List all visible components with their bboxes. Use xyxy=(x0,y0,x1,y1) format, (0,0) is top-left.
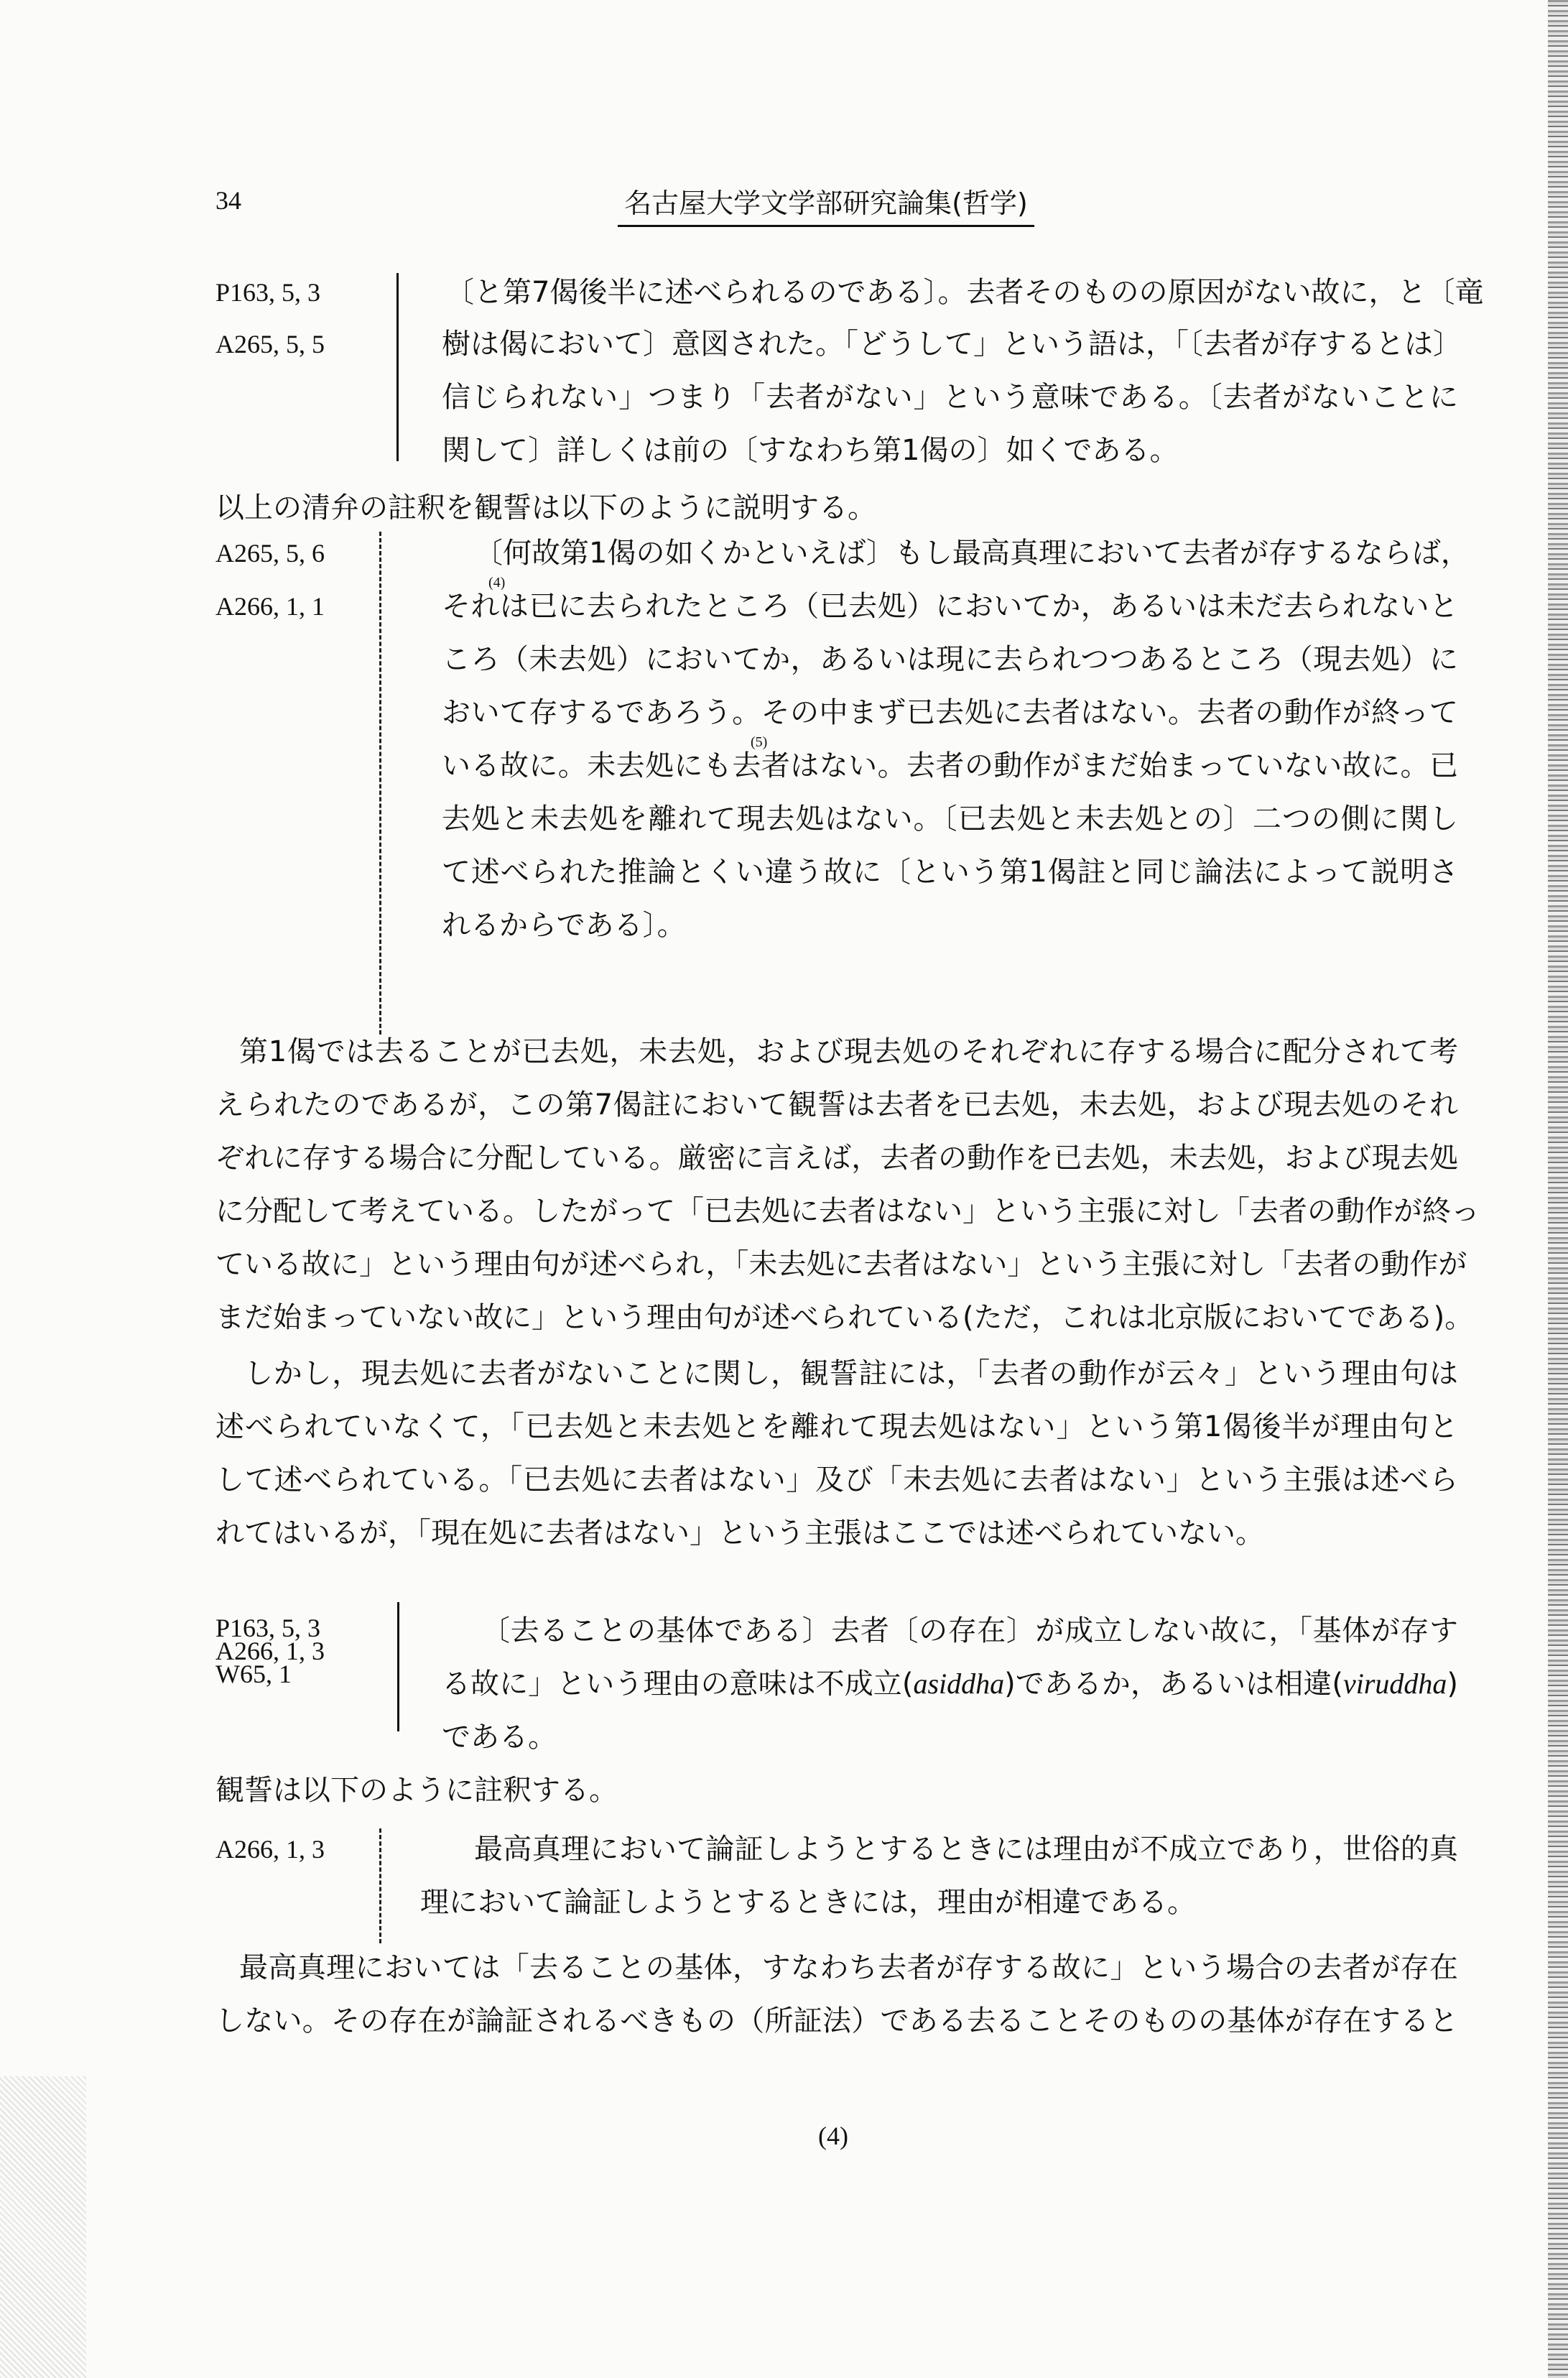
quote-line: ころ（未去処）においてか，あるいは現に去られつつあるところ（現去処）に xyxy=(442,643,1458,676)
quote-line: 樹は偈において〕意図された。「どうして」という語は，「〔去者が存するとは〕 xyxy=(442,328,1462,361)
scan-edge-shadow xyxy=(1548,0,1568,2378)
citation-label: A266, 1, 3 xyxy=(215,1835,325,1864)
quote-rule xyxy=(396,273,399,461)
quote-dotted-rule xyxy=(379,1828,381,1943)
body-text: 観誓は以下のように註釈する。 xyxy=(215,1774,618,1807)
quote-line: 〔と第7偈後半に述べられるのである〕。去者そのものの原因がない故に，と〔竜 xyxy=(445,276,1484,309)
citation-label: A266, 1, 3 xyxy=(215,1637,325,1665)
body-text: 第1偈では去ることが已去処，未去処，および現去処のそれぞれに存する場合に配分されて考 xyxy=(239,1035,1458,1068)
body-text: して述べられている。「已去処に去者はない」及び「未去処に去者はない」という主張は述べら xyxy=(215,1463,1458,1496)
scan-grain xyxy=(0,2076,86,2378)
body-text: しかし，現去処に去者がないことに関し，観誓註には，「去者の動作が云々」という理由句は xyxy=(244,1357,1458,1390)
quote-line: である。 xyxy=(442,1721,557,1754)
quote-dotted-rule xyxy=(379,532,381,1035)
quote-line: 〔何故第1偈の如くかといえば〕もし最高真理において去者が存するならば， xyxy=(474,537,1470,570)
quote-line: 理において論証しようとするときには，理由が相違である。 xyxy=(420,1886,1196,1919)
citation-label: P163, 5, 3 xyxy=(215,278,321,307)
footnote-marker: (5) xyxy=(751,734,768,750)
quote-line: おいて存するであろう。その中まず已去処に去者はない。去者の動作が終って xyxy=(442,696,1458,729)
quote-line: 最高真理において論証しようとするときには理由が不成立であり，世俗的真 xyxy=(474,1833,1458,1866)
citation-label: A265, 5, 6 xyxy=(215,539,325,568)
body-text: ぞれに存する場合に分配している。厳密に言えば，去者の動作を已去処，未去処，および現去処 xyxy=(215,1142,1458,1175)
body-text: に分配して考えている。したがって「已去処に去者はない」という主張に対し「去者の動作が終っ xyxy=(215,1195,1480,1228)
quote-line: いる故に。未去処にも去者はない。去者の動作がまだ始まっていない故に。已 xyxy=(442,749,1458,782)
quote-line: 関して〕詳しくは前の〔すなわち第1偈の〕如くである。 xyxy=(442,434,1179,467)
body-text: 最高真理においては「去ることの基体，すなわち去者が存する故に」という場合の去者が存在 xyxy=(239,1951,1458,1984)
journal-title: 名古屋大学文学部研究論集(哲学) xyxy=(618,181,1034,227)
footnote-marker: (4) xyxy=(488,575,506,591)
quote-line: れるからである〕。 xyxy=(442,909,686,942)
quote-text: る故に」という理由の意味は不成立( xyxy=(442,1667,914,1701)
quote-line xyxy=(442,1667,1458,1701)
page-footer-number: (4) xyxy=(818,2122,848,2150)
citation-label: A266, 1, 1 xyxy=(215,592,325,621)
body-text: 以上の清弁の註釈を観誓は以下のように説明する。 xyxy=(215,491,876,524)
quote-line: それは已に去られたところ（已去処）においてか，あるいは未だ去られないと xyxy=(442,590,1458,623)
sanskrit-term: asiddha xyxy=(913,1667,1005,1700)
quote-line: 信じられない」つまり「去者がない」という意味である。〔去者がないことに xyxy=(442,381,1458,414)
body-text: まだ始まっていない故に」という理由句が述べられている(ただ，これは北京版においてである)。 xyxy=(215,1301,1474,1334)
quote-line: 去処と未去処を離れて現去処はない。〔已去処と未去処との〕二つの側に関し xyxy=(442,802,1458,836)
page-number: 34 xyxy=(215,186,241,215)
quote-text: )であるか，あるいは相違( xyxy=(1004,1667,1343,1701)
citation-label: W65, 1 xyxy=(215,1660,292,1688)
quote-text: ) xyxy=(1447,1667,1458,1701)
quote-line: 〔去ることの基体である〕去者〔の存在〕が成立しない故に，「基体が存す xyxy=(481,1614,1458,1647)
body-text: ている故に」という理由句が述べられ，「未去処に去者はない」という主張に対し「去者の動作が xyxy=(215,1248,1467,1281)
citation-label: A265, 5, 5 xyxy=(215,330,325,358)
body-text: えられたのであるが，この第7偈註において観誓は去者を已去処，未去処，および現去処のそれ xyxy=(215,1088,1458,1121)
quote-line: て述べられた推論とくい違う故に〔という第1偈註と同じ論法によって説明さ xyxy=(442,856,1458,889)
body-text: しない。その存在が論証されるべきもの（所証法）である去ることそのものの基体が存在すると xyxy=(215,2004,1458,2037)
citation-label: P163, 5, 3 xyxy=(215,1614,321,1642)
body-text: 述べられていなくて，「已去処と未去処とを離れて現去処はない」という第1偈後半が理由句と xyxy=(215,1410,1458,1443)
quote-rule xyxy=(397,1602,399,1731)
sanskrit-term: viruddha xyxy=(1342,1667,1447,1700)
body-text: れてはいるが，「現在処に去者はない」という主張はここでは述べられていない。 xyxy=(215,1517,1264,1550)
